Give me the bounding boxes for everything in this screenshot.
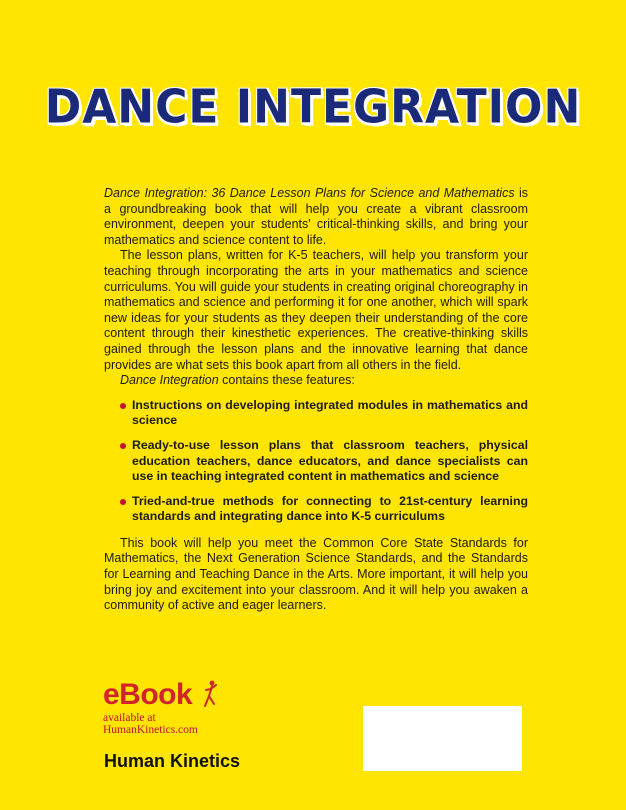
- barcode-area: [363, 706, 522, 771]
- back-cover-description: [104, 186, 528, 614]
- ebook-logo: eBook: [103, 678, 193, 711]
- features-list: [104, 398, 528, 525]
- ebook-line1: available at: [103, 712, 156, 724]
- feature-item: [120, 494, 528, 525]
- bullet-icon: [120, 443, 126, 449]
- intro-paragraph: [104, 186, 528, 248]
- book-title: DANCE INTEGRATION: [44, 80, 582, 135]
- features-intro-title: Dance Integration: [120, 373, 219, 388]
- feature-text: Instructions on developing integrated modules in mathematics and science: [132, 397, 528, 428]
- intro-text: is a groundbreaking book that will help you create a vibrant classroom environment, deepen your students' critical-thinking skills, and bring your mathematics and science content to life.: [104, 186, 528, 247]
- feature-item: [120, 398, 528, 429]
- dancer-figure-icon: [203, 680, 217, 710]
- closing-paragraph: This book will help you meet the Common Core State Standards for Mathematics, the Next Generation Science Standards, and the Standards for Learning and Teaching Dance in the Arts. More important, it will help you bring joy and excitement into your classroom. And it will help you awaken a community of active and eager learners.: [104, 535, 528, 613]
- features-intro: [104, 373, 528, 389]
- feature-item: [120, 438, 528, 485]
- bullet-icon: [120, 499, 126, 505]
- bullet-icon: [120, 403, 126, 409]
- ebook-url: HumanKinetics.com: [103, 724, 198, 736]
- ebook-availability: [103, 712, 198, 736]
- feature-text: Tried-and-true methods for connecting to 21st-century learning standards and integrating dance into K-5 curriculums: [132, 493, 528, 524]
- title-area: [0, 82, 626, 133]
- features-intro-text: contains these features:: [218, 373, 355, 388]
- publisher-name: Human Kinetics: [104, 751, 241, 771]
- ebook-badge: [103, 680, 198, 736]
- intro-book-title: Dance Integration: 36 Dance Lesson Plans for Science and Mathematics: [104, 186, 515, 200]
- paragraph-lesson-plans: The lesson plans, written for K-5 teachers, will help you transform your teaching through incorporating the arts in your mathematics and science curriculums. You will guide your students in creating original choreography in mathematics and science and performing it for one another, which will spark new ideas for your students as they deepen their understanding of the core content through their kinesthetic experiences. The creative-thinking skills gained through the lesson plans and the innovative learning that dance provides are what sets this book apart from all others in the field.: [104, 248, 528, 372]
- feature-text: Ready-to-use lesson plans that classroom teachers, physical education teachers, dance educators, and dance specialists can use in teaching integrated content in mathematics and science: [132, 437, 528, 484]
